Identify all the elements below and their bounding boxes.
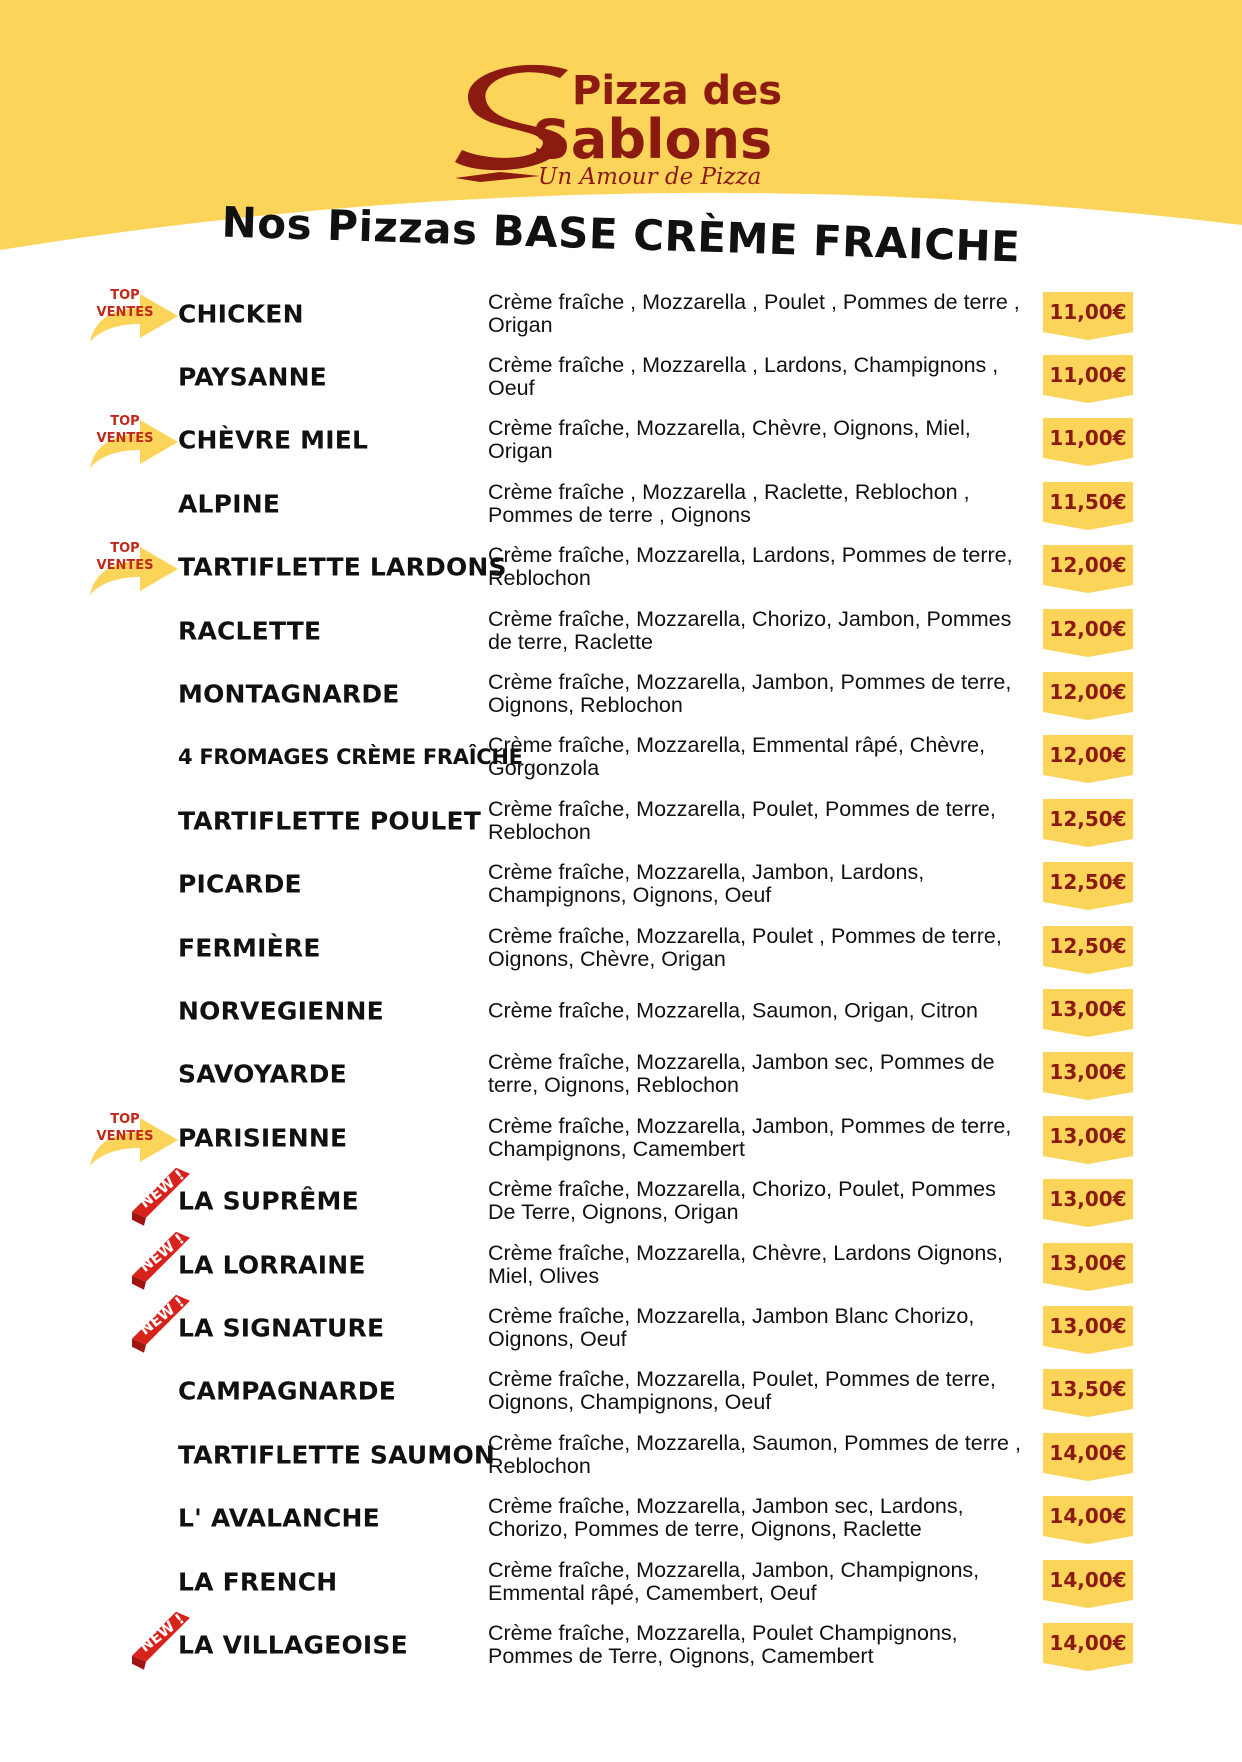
pizza-description: Crème fraîche, Mozzarella, Chèvre, Oignons, Miel, Origan (488, 416, 971, 464)
price-tag (1043, 1052, 1133, 1096)
price-tag (1043, 1496, 1133, 1540)
top-badge-line1: TOP (110, 414, 140, 430)
top-ventes-badge (90, 1106, 182, 1170)
pizza-name: NORVEGIENNE (178, 996, 384, 1026)
pizza-row (0, 1106, 1242, 1169)
price-tag (1043, 355, 1133, 399)
pizza-name: PARISIENNE (178, 1123, 348, 1153)
pizza-description: Crème fraîche, Mozzarella, Jambon, Pommes de terre, Champignons, Camembert (488, 1113, 1012, 1161)
pizza-price: 12,00€ (1049, 553, 1127, 578)
pizza-description: Crème fraîche , Mozzarella , Raclette, Reblochon , Pommes de terre , Oignons (488, 479, 970, 527)
top-badge-line2: VENTES (96, 304, 154, 320)
pizza-description: Crème fraîche, Mozzarella, Jambon, Lardons, Champignons, Oignons, Oeuf (488, 860, 925, 908)
pizza-name: LA SIGNATURE (178, 1313, 385, 1343)
pizza-name: 4 FROMAGES CRÈME FRAÎCHE (178, 745, 523, 770)
brand-line2: Sablons (532, 108, 773, 171)
pizza-description: Crème fraîche , Mozzarella , Poulet , Pommes de terre , Origan (488, 289, 1020, 337)
pizza-row (0, 409, 1242, 472)
pizza-name: LA VILLAGEOISE (178, 1630, 408, 1660)
pizza-price: 11,00€ (1049, 426, 1127, 451)
pizza-description: Crème fraîche, Mozzarella, Poulet Champignons, Pommes de Terre, Oignons, Camembert (488, 1620, 958, 1668)
pizza-row (0, 282, 1242, 345)
pizza-name: ALPINE (178, 489, 281, 519)
pizza-name: TARTIFLETTE POULET (178, 806, 482, 836)
pizza-description: Crème fraîche, Mozzarella, Saumon, Pommes de terre , Reblochon (488, 1430, 1021, 1478)
price-tag (1043, 292, 1133, 336)
pizza-row (0, 1292, 1242, 1359)
price-tag (1043, 862, 1133, 906)
pizza-name: LA SUPRÊME (178, 1186, 359, 1216)
pizza-name: TARTIFLETTE SAUMON (178, 1440, 496, 1470)
pizza-price: 14,00€ (1049, 1504, 1127, 1529)
pizza-price: 12,50€ (1049, 870, 1127, 895)
pizza-description: Crème fraîche, Mozzarella, Lardons, Pommes de terre, Reblochon (488, 543, 1013, 591)
pizza-name: SAVOYARDE (178, 1059, 347, 1089)
pizza-row (0, 1423, 1242, 1486)
pizza-price: 14,00€ (1049, 1440, 1127, 1465)
pizza-row (0, 1166, 1242, 1232)
pizza-name: FERMIÈRE (178, 933, 321, 963)
price-tag (1043, 545, 1133, 589)
new-badge-label: NEW ! (136, 1609, 188, 1656)
pizza-row (0, 1486, 1242, 1549)
pizza-description: Crème fraîche, Mozzarella, Saumon, Origan, Citron (488, 998, 978, 1023)
pizza-price: 13,50€ (1049, 1377, 1127, 1402)
top-badge-line2: VENTES (96, 1128, 154, 1144)
price-tag (1043, 1623, 1133, 1667)
pizza-price: 14,00€ (1049, 1567, 1127, 1592)
pizza-name: PICARDE (178, 869, 302, 899)
pizza-description: Crème fraîche, Mozzarella, Poulet, Pommes de terre, Reblochon (488, 796, 996, 844)
pizza-row (0, 345, 1242, 408)
brand-logo (0, 0, 1242, 200)
pizza-name: L' AVALANCHE (178, 1503, 380, 1533)
top-badge-line2: VENTES (96, 558, 154, 574)
price-tag (1043, 989, 1133, 1033)
pizza-row (0, 599, 1242, 662)
pizza-price: 13,00€ (1049, 996, 1127, 1021)
pizza-name: MONTAGNARDE (178, 679, 400, 709)
price-tag (1043, 609, 1133, 653)
price-tag (1043, 1369, 1133, 1413)
price-tag (1043, 482, 1133, 526)
pizza-price: 13,00€ (1049, 1060, 1127, 1085)
pizza-row (0, 726, 1242, 789)
pizza-price: 13,00€ (1049, 1313, 1127, 1338)
pizza-description: Crème fraîche, Mozzarella, Chorizo, Poulet, Pommes De Terre, Oignons, Origan (488, 1177, 996, 1225)
pizza-name: LA LORRAINE (178, 1250, 366, 1280)
top-badge-line2: VENTES (96, 431, 154, 447)
pizza-menu (0, 282, 1242, 1677)
pizza-description: Crème fraîche, Mozzarella, Jambon sec, Lardons, Chorizo, Pommes de terre, Oignons, Raclette (488, 1494, 964, 1542)
new-badge-label: NEW ! (136, 1292, 188, 1339)
pizza-name: LA FRENCH (178, 1567, 338, 1596)
pizza-description: Crème fraîche , Mozzarella , Lardons, Champignons , Oeuf (488, 353, 999, 401)
pizza-row (0, 472, 1242, 535)
pizza-row (0, 1043, 1242, 1106)
pizza-row (0, 1229, 1242, 1296)
pizza-price: 12,00€ (1049, 616, 1127, 641)
brand-tagline: Un Amour de Pizza (538, 164, 762, 190)
pizza-price: 12,50€ (1049, 806, 1127, 831)
pizza-price: 11,00€ (1049, 363, 1127, 388)
brand-line1: Pizza des (572, 68, 783, 114)
pizza-row (0, 536, 1242, 599)
top-ventes-badge (90, 282, 182, 346)
pizza-price: 11,00€ (1049, 299, 1127, 324)
pizza-row (0, 853, 1242, 916)
pizza-row (0, 662, 1242, 725)
pizza-price: 13,00€ (1049, 1123, 1127, 1148)
pizza-name: CHICKEN (178, 299, 304, 329)
pizza-price: 12,50€ (1049, 933, 1127, 958)
price-tag (1043, 1306, 1133, 1350)
pizza-description: Crème fraîche, Mozzarella, Poulet, Pommes de terre, Oignons, Champignons, Oeuf (488, 1367, 996, 1415)
top-ventes-badge (90, 535, 182, 599)
pizza-price: 11,50€ (1049, 489, 1127, 514)
pizza-row (0, 1609, 1242, 1676)
pizza-description: Crème fraîche, Mozzarella, Jambon Blanc Chorizo, Oignons, Oeuf (488, 1303, 975, 1351)
pizza-name: PAYSANNE (178, 362, 327, 392)
pizza-description: Crème fraîche, Mozzarella, Chorizo, Jambon, Pommes de terre, Raclette (488, 606, 1012, 654)
pizza-name: CHÈVRE MIEL (178, 425, 369, 455)
pizza-row (0, 979, 1242, 1042)
pizza-name: CAMPAGNARDE (178, 1376, 397, 1406)
pizza-price: 12,00€ (1049, 680, 1127, 705)
pizza-row (0, 789, 1242, 852)
top-badge-line1: TOP (110, 1111, 140, 1127)
pizza-row (0, 1360, 1242, 1423)
pizza-row (0, 1550, 1242, 1613)
pizza-price: 13,00€ (1049, 1187, 1127, 1212)
new-badge-label: NEW ! (136, 1229, 188, 1276)
pizza-price: 12,00€ (1049, 743, 1127, 768)
price-tag (1043, 735, 1133, 779)
price-tag (1043, 1433, 1133, 1477)
pizza-price: 13,00€ (1049, 1250, 1127, 1275)
top-badge-line1: TOP (110, 541, 140, 557)
new-badge-label: NEW ! (136, 1166, 188, 1212)
pizza-description: Crème fraîche, Mozzarella, Jambon, Champignons, Emmental râpé, Camembert, Oeuf (488, 1557, 980, 1605)
price-tag (1043, 1116, 1133, 1160)
pizza-description: Crème fraîche, Mozzarella, Jambon sec, Pommes de terre, Oignons, Reblochon (488, 1050, 995, 1098)
price-tag (1043, 672, 1133, 716)
pizza-name: RACLETTE (178, 616, 322, 646)
top-ventes-badge (90, 408, 182, 472)
price-tag (1043, 418, 1133, 462)
price-tag (1043, 926, 1133, 970)
pizza-description: Crème fraîche, Mozzarella, Chèvre, Lardons Oignons, Miel, Olives (488, 1240, 1004, 1288)
price-tag (1043, 799, 1133, 843)
pizza-row (0, 916, 1242, 979)
pizza-description: Crème fraîche, Mozzarella, Emmental râpé, Chèvre, Gorgonzola (488, 733, 986, 781)
page-title: Nos Pizzas BASE CRÈME FRAICHE (220, 197, 1022, 272)
pizza-name: TARTIFLETTE LARDONS (178, 552, 507, 582)
pizza-price: 14,00€ (1049, 1630, 1127, 1655)
price-tag (1043, 1179, 1133, 1223)
top-badge-line1: TOP (110, 287, 140, 303)
pizza-description: Crème fraîche, Mozzarella, Jambon, Pommes de terre, Oignons, Reblochon (488, 670, 1012, 718)
pizza-description: Crème fraîche, Mozzarella, Poulet , Pommes de terre, Oignons, Chèvre, Origan (488, 923, 1002, 971)
price-tag (1043, 1560, 1133, 1604)
price-tag (1043, 1243, 1133, 1287)
